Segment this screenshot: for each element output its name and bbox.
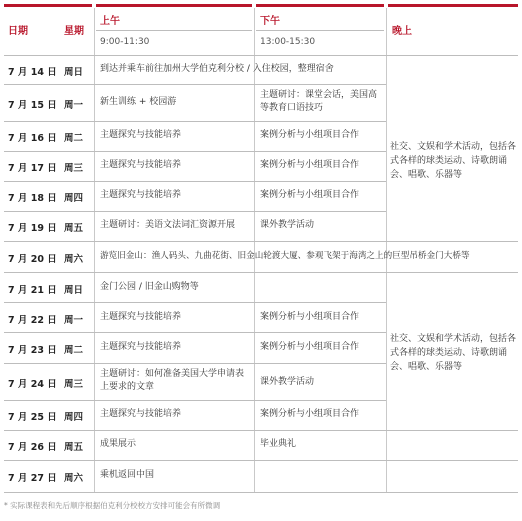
row-weekday: 周一	[64, 100, 84, 111]
header-morning-time: 9:00-11:30	[100, 37, 150, 47]
header-afternoon: 下午	[260, 16, 280, 27]
row-weekday: 周六	[64, 254, 84, 265]
row-afternoon: 案例分析与小组项目合作	[260, 130, 360, 140]
row-afternoon: 案例分析与小组项目合作	[260, 190, 360, 200]
row-afternoon: 案例分析与小组项目合作	[260, 342, 360, 352]
row-morning: 新生训练 + 校园游	[100, 97, 177, 107]
row-weekday: 周二	[64, 345, 84, 356]
row-afternoon: 毕业典礼	[260, 439, 297, 449]
row-date: 7 月 23 日	[8, 345, 57, 356]
header-bar-afternoon	[256, 4, 384, 7]
row-weekday: 周四	[64, 193, 84, 204]
row-weekday: 周五	[64, 442, 84, 453]
evening-activities-week2: 社交、文娱和学术活动，包括各式各样的球类运动、诗歌朗诵会、唱歌、乐器等	[390, 334, 517, 372]
row-afternoon: 案例分析与小组项目合作	[260, 312, 360, 322]
row-weekday: 周二	[64, 133, 84, 144]
header-afternoon-time: 13:00-15:30	[260, 37, 316, 47]
row-morning: 主题探究与技能培养	[100, 409, 182, 419]
header-morning: 上午	[100, 16, 120, 27]
row-date: 7 月 15 日	[8, 100, 57, 111]
footnote: * 实际课程表和先后顺序根据伯克利分校校方安排可能会有所微调	[4, 501, 221, 510]
row-date: 7 月 14 日	[8, 67, 57, 78]
header-date: 日期	[8, 26, 28, 37]
row-morning: 主题探究与技能培养	[100, 342, 182, 352]
row-span-activity: 金门公园 / 旧金山购物等	[100, 282, 199, 292]
row-morning: 主题探究与技能培养	[100, 312, 182, 322]
row-date: 7 月 18 日	[8, 193, 57, 204]
header-bar-date	[4, 4, 92, 7]
row-date: 7 月 27 日	[8, 473, 57, 484]
header-bar-evening	[388, 4, 518, 7]
row-morning: 成果展示	[100, 439, 137, 449]
row-date: 7 月 26 日	[8, 442, 57, 453]
row-span-activity: 乘机返回中国	[100, 470, 155, 480]
row-morning: 主题探究与技能培养	[100, 190, 182, 200]
evening-activities-week1: 社交、文娱和学术活动，包括各式各样的球类运动、诗歌朗诵会、唱歌、乐器等	[390, 142, 517, 180]
row-date: 7 月 16 日	[8, 133, 57, 144]
row-date: 7 月 25 日	[8, 412, 57, 423]
row-morning: 主题探究与技能培养	[100, 130, 182, 140]
row-afternoon: 案例分析与小组项目合作	[260, 160, 360, 170]
row-date: 7 月 20 日	[8, 254, 57, 265]
row-weekday: 周日	[64, 67, 84, 78]
header-evening: 晚上	[392, 26, 412, 37]
row-date: 7 月 22 日	[8, 315, 57, 326]
header-bar-morning	[96, 4, 252, 7]
header-weekday: 星期	[64, 26, 84, 37]
row-weekday: 周三	[64, 163, 84, 174]
row-weekday: 周五	[64, 223, 84, 234]
row-weekday: 周四	[64, 412, 84, 423]
row-weekday: 周一	[64, 315, 84, 326]
row-afternoon: 课外教学活动	[260, 377, 315, 387]
row-date: 7 月 24 日	[8, 379, 57, 390]
row-weekday: 周六	[64, 473, 84, 484]
header-subrule-morning	[96, 30, 252, 31]
row-weekday: 周日	[64, 285, 84, 296]
row-morning: 主题研讨：如何准备美国大学申请表上要求的文章	[100, 369, 245, 392]
header-subrule-afternoon	[256, 30, 384, 31]
row-date: 7 月 21 日	[8, 285, 57, 296]
row-afternoon: 主题研讨：课堂会话，美国高等教育口语技巧	[260, 90, 378, 113]
row-weekday: 周三	[64, 379, 84, 390]
row-span-activity: 到达并乘车前往加州大学伯克利分校 / 入住校园，整理宿舍	[100, 64, 334, 74]
row-morning: 主题探究与技能培养	[100, 160, 182, 170]
row-morning: 主题研讨：美语文法词汇资源开展	[100, 220, 236, 230]
row-date: 7 月 19 日	[8, 223, 57, 234]
row-date: 7 月 17 日	[8, 163, 57, 174]
row-afternoon: 课外教学活动	[260, 220, 315, 230]
col-divider-1	[94, 8, 95, 492]
row-span-activity: 游览旧金山：渔人码头、九曲花街、旧金山轮渡大厦、参观飞架于海湾之上的巨型吊桥金门大桥等	[100, 251, 470, 261]
row-afternoon: 案例分析与小组项目合作	[260, 409, 360, 419]
